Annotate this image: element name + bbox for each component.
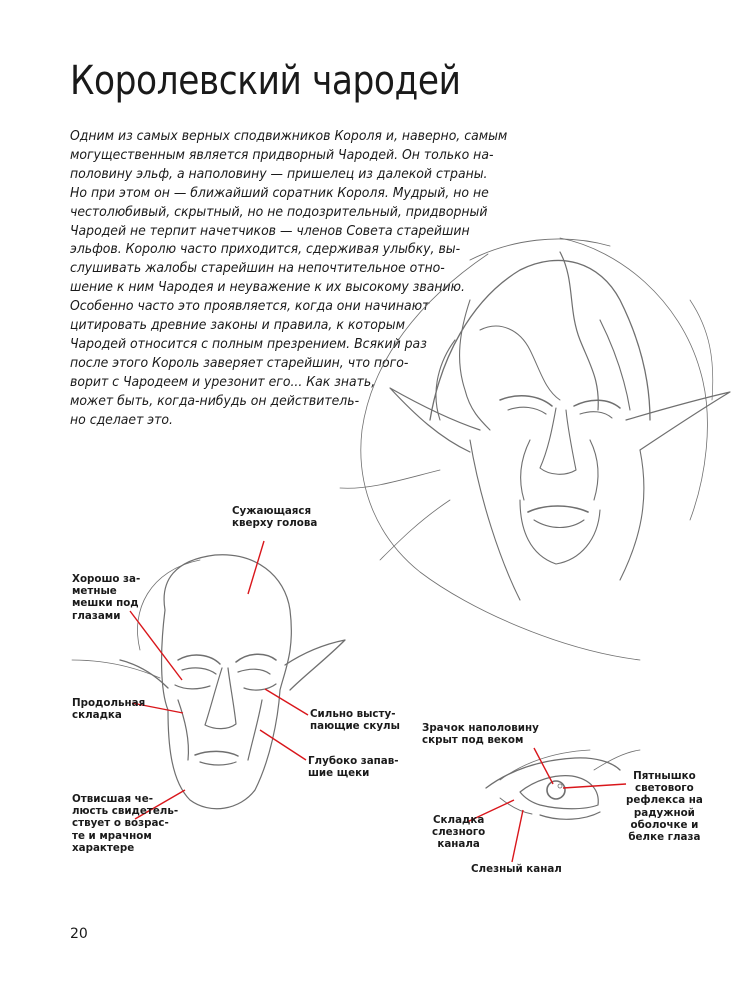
leader-cheekbones <box>265 689 308 715</box>
page-title: Королевский чародей <box>70 58 461 104</box>
leader-pupil <box>534 748 553 784</box>
annotation-jaw: Отвисшая че- люсть свидетель- ствует о возрас- те и мрачном характере <box>72 793 179 854</box>
intro-line: Особенно часто это проявляется, когда они начинают <box>70 299 430 315</box>
intro-line: но сделает это. <box>70 412 173 428</box>
intro-line: половину эльф, а наполовину — пришелец из далекой страны. <box>70 166 488 182</box>
annotation-head-narrow: Сужающаяся кверху голова <box>232 505 318 530</box>
leader-head-narrow <box>248 541 264 594</box>
elf-sorcerer-portrait-sketch <box>340 238 730 660</box>
annotation-eye-bags: Хорошо за- метные мешки под глазами <box>72 573 141 622</box>
intro-line: Одним из самых верных сподвижников Короля и, наверно, самым <box>70 129 508 144</box>
leader-sunken-cheeks <box>260 730 306 760</box>
annotation-leader-lines <box>130 541 626 862</box>
annotation-cheekbones: Сильно высту- пающие скулы <box>310 708 400 733</box>
leader-light-spot <box>563 784 626 788</box>
page-number: 20 <box>70 926 88 942</box>
annotation-light-spot: Пятнышко светового рефлекса на радужной оболочке и белке глаза <box>626 770 703 844</box>
intro-line: Чародей относится с полным презрением. Всякий раз <box>70 336 427 352</box>
annotation-longitudinal-fold: Продольная складка <box>72 697 146 722</box>
intro-line: шение к ним Чародея и неуважение к их высокому званию. <box>70 280 466 296</box>
leader-tear-duct <box>512 810 523 862</box>
intro-line: эльфов. Королю часто приходится, сдерживая улыбку, вы- <box>70 242 461 258</box>
intro-line: может быть, когда-нибудь он действитель- <box>70 393 360 409</box>
intro-line: могущественным является придворный Чародей. Он только на- <box>70 147 494 163</box>
intro-line: Чародей не терпит начетчиков — членов Совета старейшин <box>70 223 470 239</box>
annotation-tear-fold: Складка слезного канала <box>432 814 486 851</box>
annotation-sunken-cheeks: Глубоко запав- шие щеки <box>308 755 399 780</box>
intro-line: после этого Король заверяет старейшин, что пого- <box>70 355 409 371</box>
intro-line: Но при этом он — ближайший соратник Короля. Мудрый, но не <box>70 185 489 201</box>
annotation-tear-duct: Слезный канал <box>471 863 562 875</box>
intro-line: ворит с Чародеем и урезонит его... Как знать, <box>70 374 376 390</box>
intro-line: цитировать древние законы и правила, к которым <box>70 318 405 334</box>
intro-line: честолюбивый, скрытный, но не подозрительный, придворный <box>70 204 488 220</box>
annotation-pupil: Зрачок наполовину скрыт под веком <box>422 722 539 747</box>
intro-line: слушивать жалобы старейшин на непочтительное отно- <box>70 261 445 277</box>
